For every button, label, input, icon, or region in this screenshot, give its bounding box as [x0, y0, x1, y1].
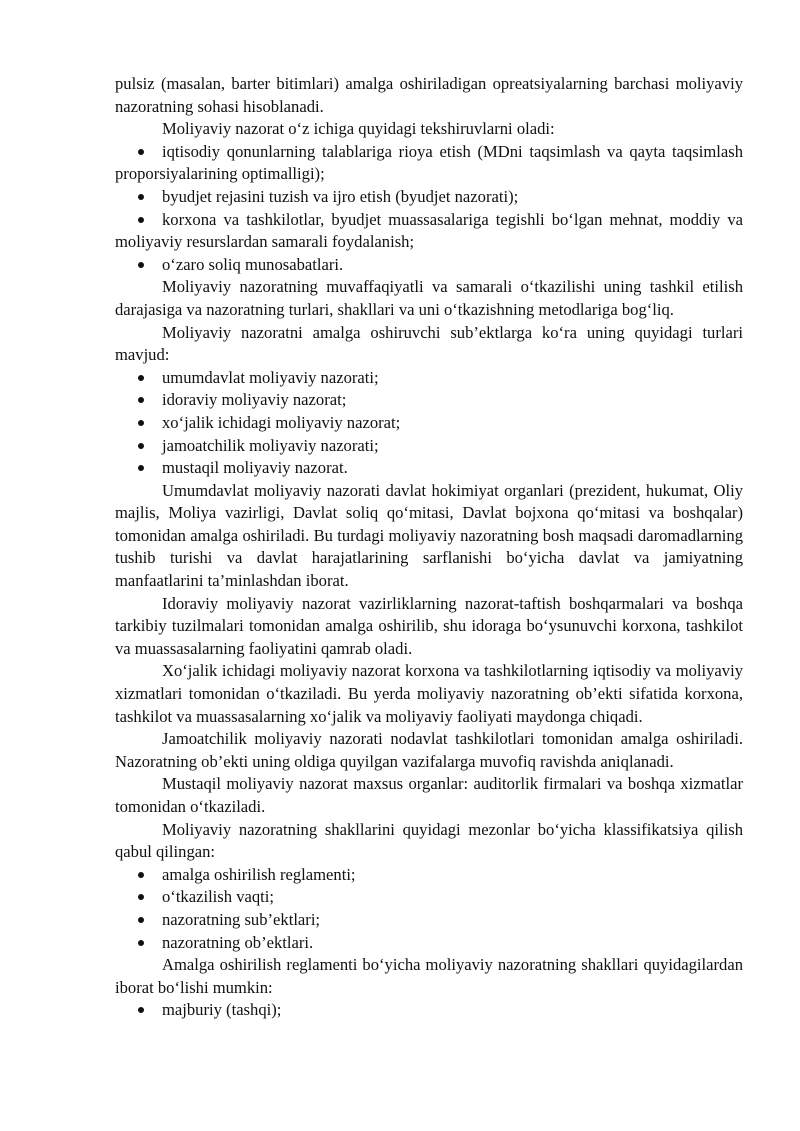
list-item-text: mustaqil moliyaviy nazorat. [162, 458, 348, 478]
bullet-icon [138, 149, 144, 155]
paragraph: pulsiz (masalan, barter bitimlari) amalga oshiriladigan opreatsiyalarning barchasi moliyaviy nazoratning sohasi hisoblanadi. [115, 74, 743, 116]
document-page [115, 73, 743, 1022]
list-item [115, 412, 743, 435]
bullet-list [115, 367, 743, 480]
list-item-text: byudjet rejasini tuzish va ijro etish (byudjet nazorati); [162, 186, 519, 206]
list-item [115, 254, 743, 277]
list-item-text: o‘zaro soliq munosabatlari. [162, 254, 344, 274]
bullet-icon [138, 420, 144, 426]
paragraph: Moliyaviy nazoratni amalga oshiruvchi sub’ektlarga ko‘ra uning quyidagi turlari mavjud: [115, 322, 743, 365]
list-item-text: iqtisodiy qonunlarning talablariga rioya etish (MDni taqsimlash va qayta taqsimlash proporsiyalarining optimalligi); [115, 141, 743, 184]
bullet-list [115, 141, 743, 277]
list-item [115, 389, 743, 412]
list-item-text: nazoratning ob’ektlari. [162, 932, 314, 952]
bullet-icon [138, 397, 144, 403]
bullet-icon [138, 872, 144, 878]
list-item-text: o‘tkazilish vaqti; [162, 887, 274, 907]
paragraph: Xo‘jalik ichidagi moliyaviy nazorat korxona va tashkilotlarning iqtisodiy va moliyaviy xizmatlari tomonidan o‘tkaziladi. Bu yerda moliyaviy nazoratning ob’ekti sifatida korxona, tashkilot va muassasalarning xo‘jalik va moliyaviy faoliyati maydonga chiqadi. [115, 661, 743, 726]
list-item [115, 999, 743, 1022]
list-item-text: umumdavlat moliyaviy nazorati; [162, 367, 379, 387]
bullet-icon [138, 894, 144, 900]
paragraph: Amalga oshirilish reglamenti bo‘yicha moliyaviy nazoratning shakllari quyidagilardan iborat bo‘lishi mumkin: [115, 955, 743, 997]
bullet-icon [138, 194, 144, 200]
bullet-icon [138, 1007, 144, 1013]
list-item [115, 909, 743, 932]
bullet-icon [138, 443, 144, 449]
paragraph: Umumdavlat moliyaviy nazorati davlat hokimiyat organlari (prezident, hukumat, Oliy majlis, Moliya vazirligi, Davlat soliq qo‘mitasi, Davlat bojxona qo‘mitasi va boshqalar) tomonidan amalga oshiriladi. Bu turdagi moliyaviy nazoratning bosh maqsadi daromadlarning tushib turishi va davlat harajatlarining sarflanishi bo‘yicha davlat va jamiyatning manfaatlarini ta’minlashdan iborat. [115, 480, 743, 591]
list-item-text: jamoatchilik moliyaviy nazorati; [162, 435, 379, 455]
list-item-text: korxona va tashkilotlar, byudjet muassasalariga tegishli bo‘lgan mehnat, moddiy va moliyaviy resurslardan samarali foydalanish; [115, 209, 743, 252]
list-item-text: amalga oshirilish reglamenti; [162, 864, 356, 884]
paragraph: Idoraviy moliyaviy nazorat vazirliklarning nazorat-taftish boshqarmalari va boshqa tarkibiy tuzilmalari tomonidan amalga oshirilib, shu idoraga bo‘ysunuvchi korxona, tashkilot va muassasalarning faoliyatini qamrab oladi. [115, 593, 743, 658]
list-item [115, 186, 743, 209]
list-item-text: xo‘jalik ichidagi moliyaviy nazorat; [162, 412, 401, 432]
bullet-icon [138, 465, 144, 471]
list-item-text: idoraviy moliyaviy nazorat; [162, 390, 347, 410]
bullet-icon [138, 375, 144, 381]
bullet-list [115, 864, 743, 954]
paragraph: Mustaqil moliyaviy nazorat maxsus organlar: auditorlik firmalari va boshqa xizmatlar tomonidan o‘tkaziladi. [115, 774, 743, 816]
list-item [115, 864, 743, 887]
paragraph: Moliyaviy nazoratning muvaffaqiyatli va samarali o‘tkazilishi uning tashkil etilish darajasiga va nazoratning turlari, shakllari va uni o‘tkazishning metodlariga bog‘liq. [115, 277, 743, 319]
bullet-icon [138, 940, 144, 946]
paragraph: Moliyaviy nazorat o‘z ichiga quyidagi tekshiruvlarni oladi: [162, 119, 555, 139]
paragraph: Jamoatchilik moliyaviy nazorati nodavlat tashkilotlari tomonidan amalga oshiriladi. Nazoratning ob’ekti uning oldiga quyilgan vazifalarga muvofiq ravishda aniqlanadi. [115, 729, 743, 771]
list-item [115, 209, 743, 254]
list-item-text: majburiy (tashqi); [162, 1000, 282, 1020]
list-item [115, 886, 743, 909]
bullet-icon [138, 917, 144, 923]
bullet-icon [138, 217, 144, 223]
list-item-text: nazoratning sub’ektlari; [162, 909, 321, 929]
paragraph: Moliyaviy nazoratning shakllarini quyidagi mezonlar bo‘yicha klassifikatsiya qilish qabul qilingan: [115, 819, 743, 862]
list-item [115, 932, 743, 955]
bullet-icon [138, 262, 144, 268]
list-item [115, 141, 743, 186]
list-item [115, 435, 743, 458]
list-item [115, 457, 743, 480]
bullet-list [115, 999, 743, 1022]
list-item [115, 367, 743, 390]
